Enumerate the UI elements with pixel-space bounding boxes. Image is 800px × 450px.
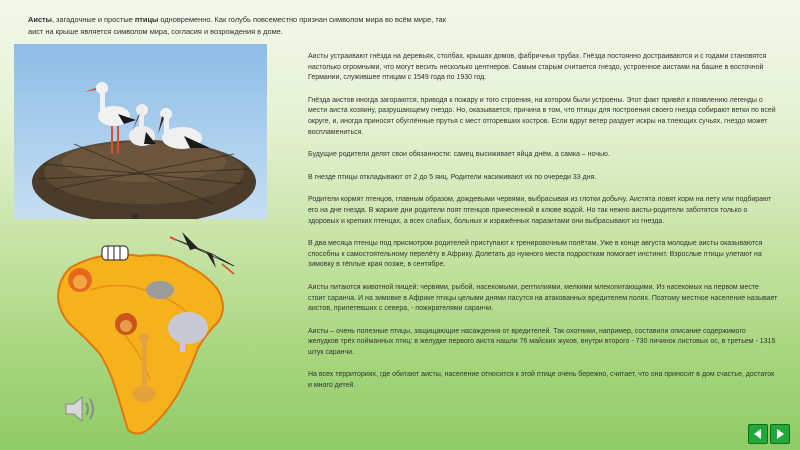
paragraph-feeding: Родители кормят птенцов, главным образом, дождевыми червями, выбрасывая из глотки добычу. Аистята ловят корм на лету или подбирают его на дне гнезда. В жаркие дни родители поят птенцов принесенной в клюве водой. Но так нежно аисты-родители заботятся только о здоровых и крепких птенцах, а всех слабых, больных и изражённых паразитами они выбрасывают из гнезда. <box>308 196 772 225</box>
paragraph-flight: В два месяца птенцы под присмотром родителей приступают к тренировочным полётам. Уже в конце августа молодые аисты оказываются способны к самостоятельному перелёту в Африку. Долетать до нужного места подросткам помогает инстинкт. Взрослые птицы улетают на зимовку в тёплые края позже, в сентябре. <box>308 240 763 269</box>
paragraph-fire: Гнёзда аистов иногда загораются, приводя к пожару и того строения, на котором были устроены. Этот факт привёл к появлению легенды о мести аиста хозяину, разрушающему гнездо. Но, оказывается, причина в том, что птицы для построения своего гнезда собирают ветки по всей округе, и, иногда приносят обуглённые прутья с мест отгоревших костров. Если вдруг ветер раздует искры на тлеющих сучьях, гнездо может воспламениться. <box>308 96 776 136</box>
paragraph-diet: Аисты питаются животной пищей: червями, рыбой, насекомыми, рептилиями, мелкими млекопитающими. Из насекомых на первом месте стоит саранча. И на зимовке в Африке птицы целыми днями пасутся на атакованных вредителем полях. Поэтому местное население называет аистов, прилетевших с севера, - пожирателями саранчи. <box>308 283 778 313</box>
paragraph-useful: Аисты – очень полезные птицы, защищающие насаждения от вредителей. Так охотники, например, составили описание содержимого желудков трёх пойманных птиц: в желудке первого аиста нашли 76 майских жуков, внутри второго - 730 личинок листовых ос, в третьем - 1315 штук саранчи. <box>308 327 776 356</box>
storks-nest-photo <box>14 44 267 219</box>
intro-line-2: аист на крыше является символом мира, согласия и возрождения в доме. <box>28 27 283 36</box>
paragraph-nests: Аисты устраивают гнёзда на деревьях, столбах, крышах домов, фабричных трубах. Гнёзда постоянно достраиваются и с годами становятся настолько огромными, что могут весить несколько центнеров. Самым старым считается гнездо, устроенное аистами на башне в восточной Германии, служившее птицам с 1549 года по 1930 год. <box>308 53 767 82</box>
flying-stork-icon <box>168 228 238 278</box>
paragraph-luck: На всех территориях, где обитают аисты, население относится к этой птице очень бережно, считает, что она приносит в дом счастье, достаток и много детей. <box>308 371 775 390</box>
previous-slide-icon <box>752 428 764 440</box>
intro-text-part: , загадочные и простые <box>51 15 135 24</box>
next-slide-icon <box>774 428 786 440</box>
intro-bold-storks: Аисты <box>28 15 52 24</box>
paragraph-duties: Будущие родители делят свои обязанности: самец высиживает яйца днём, а самка – ночью. <box>308 151 610 159</box>
intro-bold-birds: птицы <box>134 15 159 24</box>
paragraph-eggs: В гнезде птицы откладывают от 2 до 5 яиц. Родители насиживают их по очереди 33 дня. <box>308 173 597 181</box>
previous-slide-button[interactable] <box>748 424 768 444</box>
article-body <box>308 52 778 404</box>
intro-text <box>28 14 548 38</box>
next-slide-button[interactable] <box>770 424 790 444</box>
speaker-sound-icon[interactable] <box>62 392 102 426</box>
intro-text-part: одновременно. Как голубь повсеместно признан символом мира во всём мире, так <box>158 15 446 24</box>
